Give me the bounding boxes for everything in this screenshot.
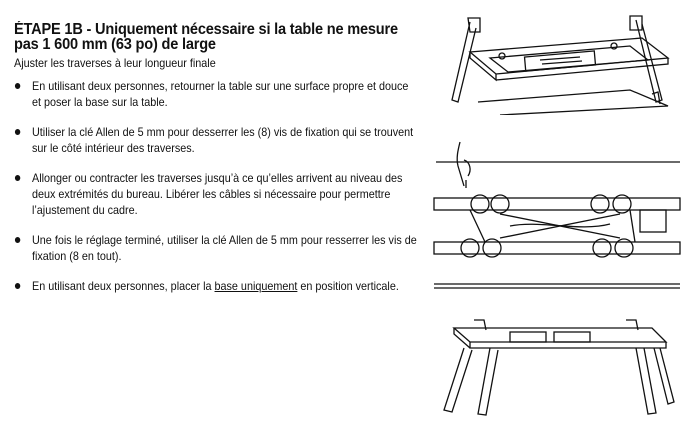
figure-upright-base	[430, 318, 680, 418]
bullet-icon	[15, 83, 20, 89]
figure-flipped-table	[430, 10, 680, 115]
illustrations	[430, 0, 689, 423]
instruction-list	[14, 78, 417, 294]
bullet-icon	[15, 129, 20, 135]
instructions-column	[14, 21, 417, 308]
bullet-suffix: en position verticale.	[297, 279, 399, 293]
step-title: ÉTAPE 1B - Uniquement nécessaire si la table ne mesure pas 1 600 mm (63 po) de large	[14, 21, 398, 53]
list-item	[14, 232, 419, 264]
bullet-text: En utilisant deux personnes, retourner la table sur une surface propre et douce et poser la base sur la table.	[32, 79, 409, 109]
bullet-text: Utiliser la clé Allen de 5 mm pour desserrer les (8) vis de fixation qui se trouvent sur le côté intérieur des traverses.	[32, 125, 414, 155]
list-item	[14, 278, 419, 294]
list-item	[14, 170, 419, 218]
bullet-icon	[15, 237, 20, 243]
figure-divider	[430, 282, 685, 290]
bullet-prefix: En utilisant deux personnes, placer la	[32, 279, 215, 293]
bullet-text: Une fois le réglage terminé, utiliser la clé Allen de 5 mm pour resserrer les vis de fixation (8 en tout).	[32, 233, 417, 263]
bullet-text: Allonger ou contracter les traverses jusqu’à ce qu’elles arrivent au niveau des deux extrémités du bureau. Libérer les câbles si nécessaire pour permettre l’ajustement du cadre.	[32, 171, 403, 217]
figure-frame-screws	[430, 140, 685, 265]
bullet-icon	[15, 175, 20, 181]
bullet-emphasis: base uniquement	[214, 279, 298, 293]
list-item	[14, 78, 419, 110]
list-item	[14, 124, 419, 156]
step-subtitle: Ajuster les traverses à leur longueur finale	[14, 56, 216, 70]
bullet-icon	[15, 283, 20, 289]
